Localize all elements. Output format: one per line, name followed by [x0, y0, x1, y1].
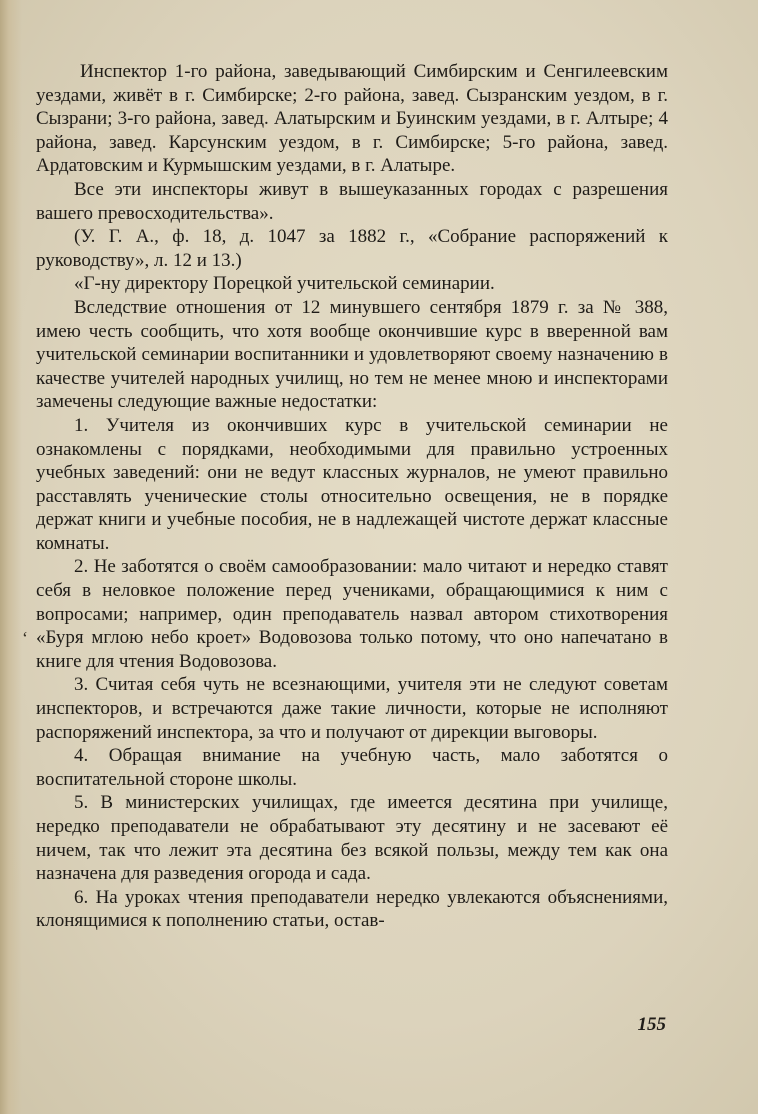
paragraph-point-5: 5. В министерских училищах, где имеется десятина при училище, нередко преподаватели не обрабатывают эту десятину и не засевают её ничем, так что лежит эта десятина без всякой пользы, между тем как она назначена для разведения огорода и сада. [36, 792, 668, 885]
paragraph-point-4: 4. Обращая внимание на учебную часть, мало заботятся о воспитательной стороне школы. [36, 745, 668, 790]
paragraph-point-2: 2. Не заботятся о своём самообразовании: мало читают и нередко ставят себя в неловкое положение перед учениками, обращающимися к ним с вопросами; например, один преподаватель назвал автором стихотворения «Буря мглою небо кроет» Водовозова только потому, что оно напечатано в книге для чтения Водовозова. [36, 556, 668, 672]
paragraph-archive-reference: (У. Г. А., ф. 18, д. 1047 за 1882 г., «Собрание распоряжений к руководству», л. 12 и 13.) [36, 226, 668, 271]
spine-shadow [0, 0, 22, 1114]
paragraph-inspectors-districts: Инспектор 1-го района, заведывающий Симбирским и Сенгилеевским уездами, живёт в г. Симбирске; 2-го района, завед. Сызранским уездом, в г. Сызрани; 3-го района, завед. Алатырским и Буинским уездами, в г. Алтыре; 4 района, завед. Карсунским уездом, в г. Симбирске; 5-го района, завед. Ардатовским и Курмышским уездами, в г. Алатыре. [36, 61, 668, 177]
paragraph-point-3: 3. Считая себя чуть не всезнающими, учителя эти не следуют советам инспекторов, и встречаются даже такие личности, которые не исполняют распоряжений инспектора, за что и получают от дирекции выговоры. [36, 674, 668, 743]
paragraph-letter-intro: Вследствие отношения от 12 минувшего сентября 1879 г. за № 388, имею честь сообщить, что хотя вообще окончившие курс в вверенной вам учительской семинарии воспитанники и удовлетворяют своему назначению в качестве учителей народных училищ, но тем не менее мною и инспекторами замечены следующие важные недостатки: [36, 296, 668, 413]
paragraph-point-6: 6. На уроках чтения преподаватели нередко увлекаются объяснениями, клонящимися к пополнению статьи, остав- [36, 886, 668, 932]
paragraph-letter-address: «Г-ну директору Порецкой учительской семинарии. [74, 273, 495, 295]
page-number: 155 [637, 1014, 666, 1035]
paragraph-inspectors-residence: Все эти инспекторы живут в вышеуказанных городах с разрешения вашего превосходительства». [36, 178, 668, 224]
paragraph-point-1: 1. Учителя из окончивших курс в учительской семинарии не ознакомлены с порядками, необходимыми для правильно устроенных учебных заведений: они не ведут классных журналов, не умеют правильно расставлять ученические столы относительно освещения, не в порядке держат книги и учебные пособия, не в надлежащей чистоте держат классные комнаты. [36, 414, 668, 554]
margin-mark: ‘ [22, 628, 28, 648]
body-text [36, 60, 668, 933]
